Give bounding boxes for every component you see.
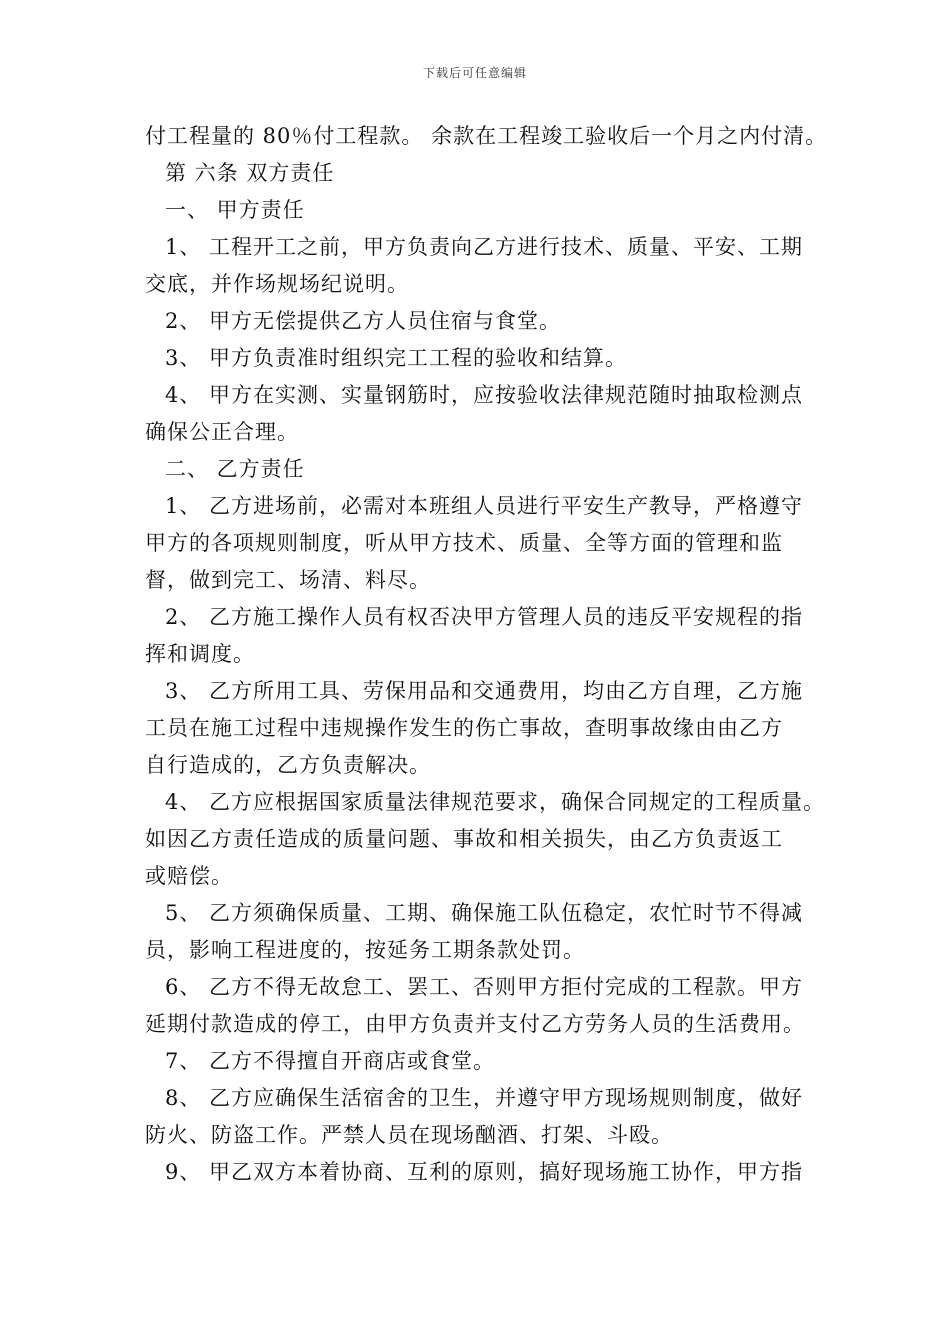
text-line: 3、 甲方负责准时组织完工工程的验收和结算。 — [165, 346, 628, 370]
article-heading: 第 六条 双方责任 — [165, 161, 335, 185]
text-line: 员，影响工程进度的，按延务工期条款处罚。 — [145, 938, 585, 962]
page-header-note: 下载后可任意编辑 — [422, 66, 527, 80]
text-line: 自行造成的，乙方负责解决。 — [145, 753, 431, 777]
section-heading-party-b: 二、 乙方责任 — [165, 457, 305, 481]
text-line: 2、 乙方施工操作人员有权否决甲方管理人员的违反平安规程的指 — [165, 605, 804, 629]
section-heading-party-a: 一、 甲方责任 — [165, 198, 305, 222]
text-line: 9、 甲乙双方本着协商、互利的原则，搞好现场施工协作，甲方指 — [165, 1160, 804, 1184]
text-line: 或赔偿。 — [145, 864, 233, 888]
text-line: 延期付款造成的停工，由甲方负责并支付乙方劳务人员的生活费用。 — [145, 1012, 805, 1036]
document-body — [145, 118, 828, 1191]
text-line: 如因乙方责任造成的质量问题、事故和相关损失，由乙方负责返工 — [145, 827, 783, 851]
text-line: 防火、防盗工作。严禁人员在现场酗酒、打架、斗殴。 — [145, 1123, 673, 1147]
text-line: 6、 乙方不得无故怠工、罢工、否则甲方拒付完成的工程款。甲方 — [165, 975, 804, 999]
text-line: 7、 乙方不得擅自开商店或食堂。 — [165, 1049, 496, 1073]
text-line: 挥和调度。 — [145, 642, 255, 666]
text-line: 督，做到完工、场清、料尽。 — [145, 568, 431, 592]
text-line: 4、 乙方应根据国家质量法律规范要求，确保合同规定的工程质量。 — [165, 790, 826, 814]
text-line: 3、 乙方所用工具、劳保用品和交通费用，均由乙方自理，乙方施 — [165, 679, 804, 703]
text-line: 交底，并作场规场纪说明。 — [145, 272, 409, 296]
text-line: 1、 工程开工之前，甲方负责向乙方进行技术、质量、平安、工期 — [165, 235, 804, 259]
text-line: 甲方的各项规则制度，听从甲方技术、质量、全等方面的管理和监 — [145, 531, 783, 555]
text-line: 2、 甲方无偿提供乙方人员住宿与食堂。 — [165, 309, 562, 333]
text-line: 5、 乙方须确保质量、工期、确保施工队伍稳定，农忙时节不得减 — [165, 901, 804, 925]
text-line: 8、 乙方应确保生活宿舍的卫生，并遵守甲方现场规则制度，做好 — [165, 1086, 804, 1110]
text-line: 4、 甲方在实测、实量钢筋时，应按验收法律规范随时抽取检测点 — [165, 383, 804, 407]
text-line: 确保公正合理。 — [145, 420, 299, 444]
text-line: 工员在施工过程中违规操作发生的伤亡事故，查明事故缘由由乙方 — [145, 716, 783, 740]
text-line: 付工程量的 80％付工程款。 余款在工程竣工验收后一个月之内付清。 — [145, 124, 828, 148]
text-line: 1、 乙方进场前，必需对本班组人员进行平安生产教导，严格遵守 — [165, 494, 804, 518]
